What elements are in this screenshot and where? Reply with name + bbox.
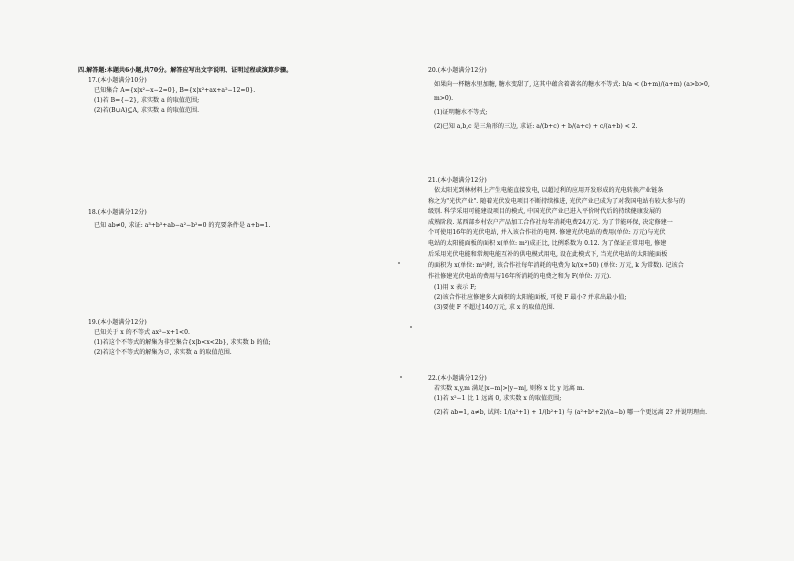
q22-number: 22.(本小题满分12分) bbox=[428, 375, 487, 382]
q21-number: 21.(本小题满分12分) bbox=[428, 177, 487, 184]
q20-line2: m>0). bbox=[434, 95, 454, 102]
q21-part2: (2)该合作社应修建多大面积的太阳能面板, 可使 F 最小? 并求出最小值; bbox=[434, 293, 627, 301]
q21-line-6: 电站的太阳能面板的面积 x(单位: m²)成正比, 比例系数为 0.12. 为了保证正常用电, 修建 bbox=[428, 239, 667, 247]
q21-line-5: 个可使用16年的光伏电站, 并入该合作社的电网. 修建光伏电站的费用(单位: 万元)与光伏 bbox=[428, 229, 666, 237]
question-20 bbox=[428, 66, 746, 132]
q19-part1: (1)若这个不等式的解集为非空集合{x|b<x<2b}, 求实数 b 的值; bbox=[94, 339, 271, 346]
q17-part1: (1)若 B={−2}, 求实数 a 的取值范围; bbox=[94, 97, 200, 104]
q21-part1: (1)用 x 表示 F; bbox=[434, 283, 477, 291]
q18-number: 18.(本小题满分12分) bbox=[88, 209, 147, 216]
question-17 bbox=[88, 76, 418, 116]
q19-given: 已知关于 x 的不等式 ax²−x+1<0. bbox=[94, 329, 190, 336]
scan-speck bbox=[398, 262, 400, 264]
scan-speck bbox=[410, 326, 412, 328]
q21-line-3: 级别. 科学采用可能建设项目的模式, 中国光伏产业已进入平价时代后的持续健康发展的 bbox=[428, 208, 662, 216]
q21-line-7: 后采用光伏电能和常规电能互补的供电模式用电, 设在此模式下, 当光伏电站的太阳能面板 bbox=[428, 250, 668, 258]
q17-part2: (2)若(B∪A)⊆A, 求实数 a 的取值范围. bbox=[94, 107, 200, 114]
question-22 bbox=[428, 374, 746, 418]
q21-line-4: 成熟阶段. 某西部乡村农户产品加工合作社每年消耗电费24万元. 为了节能环保, 决定修建一 bbox=[428, 218, 673, 226]
q22-part1: (1)若 x²−1 比 1 远离 0, 求实数 x 的取值范围; bbox=[434, 395, 562, 402]
question-21 bbox=[428, 176, 746, 313]
q17-given: 已知集合 A={x|x²−x−2=0}, B={x|x²+ax+a²−12=0}. bbox=[94, 87, 256, 94]
q20-part1: (1)证明糖水不等式; bbox=[434, 109, 488, 116]
q21-line-8: 的面积为 x(单位: m²)时, 该合作社每年消耗的电费为 k/(x+50) (单位: 万元, k 为常数). 记该合 bbox=[428, 262, 684, 270]
q22-part2: (2)若 ab=1, a≠b, 试问: 1/(a²+1) + 1/(b²+1) 与 (a²+b²+2)/(a−b) 哪一个更远离 2? 并说明理由. bbox=[434, 409, 708, 416]
q20-line1: 如果向一杯糖水里加糖, 糖水变甜了, 这其中蕴含着著名的糖水不等式: b/a < (b+m)/(a+m) (a>b>0, bbox=[434, 81, 710, 88]
q17-number: 17.(本小题满分10分) bbox=[88, 77, 147, 84]
q21-line-2: 称之为"光伏产业". 随着光伏发电项目不断持续推进, 光伏产业已成为了对我国电站有较大参与的 bbox=[428, 197, 686, 205]
scan-speck bbox=[400, 376, 402, 378]
q18-text: 已知 ab≠0, 求证: a³+b³+ab−a²−b²=0 的充要条件是 a+b=1. bbox=[94, 222, 271, 229]
q19-part2: (2)若这个不等式的解集为∅, 求实数 a 的取值范围. bbox=[94, 349, 232, 356]
q21-line-9: 作社修建光伏电站的费用与16年所消耗的电费之和为 F(单位: 万元). bbox=[428, 273, 612, 281]
q21-part3: (3)要使 F 不超过140万元, 求 x 的取值范围. bbox=[434, 303, 555, 311]
section-header: 四.解答题:本题共6小题,共70分。解答应写出文字说明、证明过程或演算步骤。 bbox=[78, 67, 293, 74]
q21-line-1: 依太阳光到林材料上产生电能直接发电, 以超过利的应用开发形成的光电转换产业链条 bbox=[434, 187, 664, 194]
question-18 bbox=[88, 208, 418, 231]
q20-number: 20.(本小题满分12分) bbox=[428, 67, 487, 74]
q22-given: 若实数 x,y,m 满足|x−m|>|y−m|, 则称 x 比 y 远离 m. bbox=[434, 385, 585, 392]
question-19 bbox=[88, 318, 418, 358]
q20-part2: (2)已知 a,b,c 是三角形的三边, 求证: a/(b+c) + b/(a+c) + c/(a+b) < 2. bbox=[434, 123, 638, 130]
q19-number: 19.(本小题满分12分) bbox=[88, 319, 147, 326]
